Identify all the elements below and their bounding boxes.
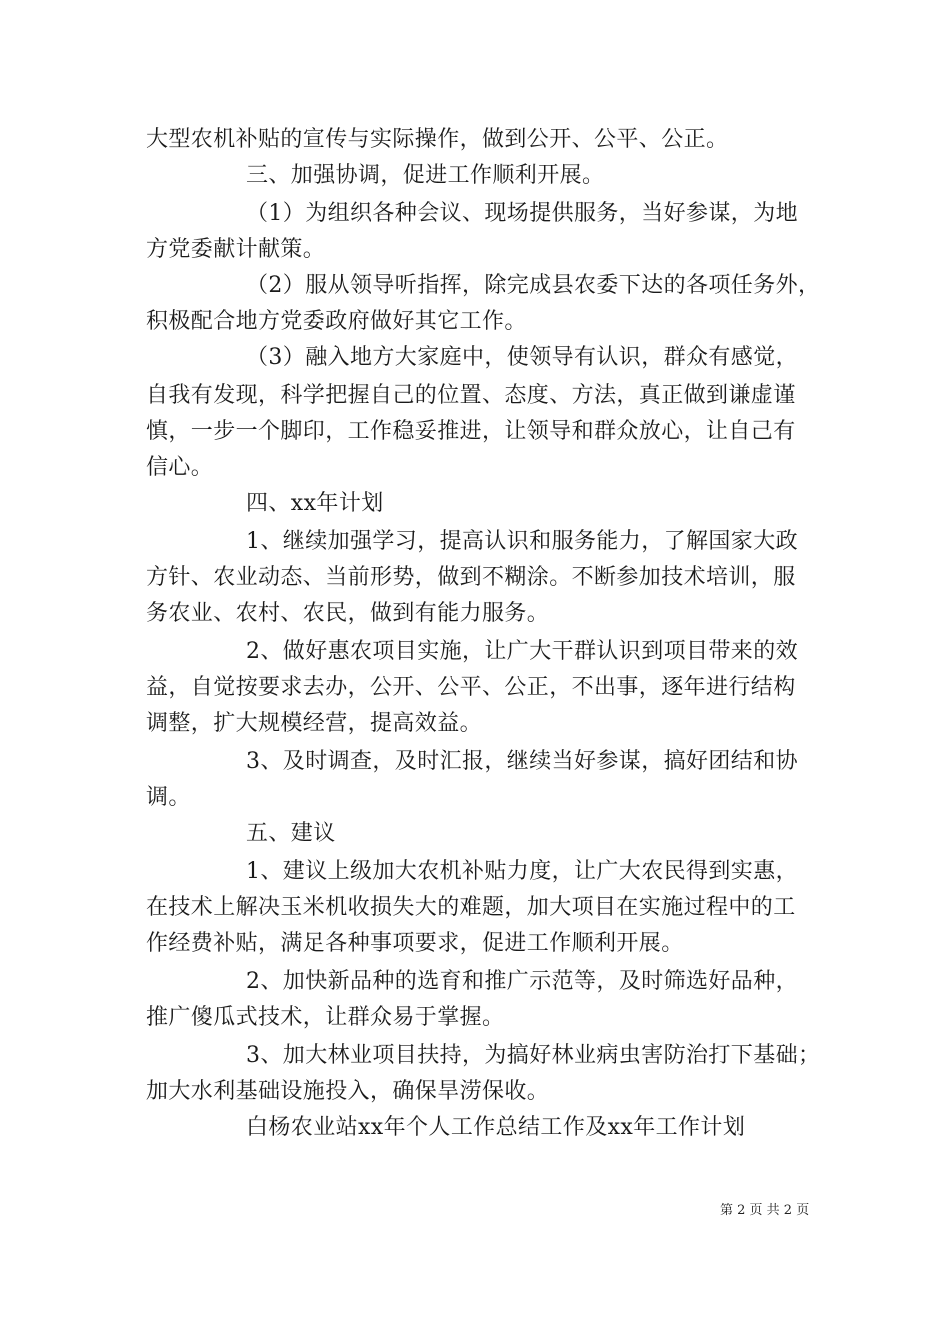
page-number: 第 2 页 共 2 页: [720, 1203, 810, 1218]
section-heading: 三、加强协调，促进工作顺利开展。: [246, 163, 605, 188]
text-line: 在技术上解决玉米机收损失大的难题，加大项目在实施过程中的工: [146, 895, 796, 920]
text-line: 作经费补贴，满足各种事项要求，促进工作顺利开展。: [146, 931, 684, 956]
text-line: 信心。: [146, 455, 214, 480]
text-line: （2）服从领导听指挥，除完成县农委下达的各项任务外，: [246, 273, 821, 298]
text-line: 2、做好惠农项目实施，让广大干群认识到项目带来的效: [246, 639, 798, 664]
text-line: 推广傻瓜式技术，让群众易于掌握。: [146, 1005, 505, 1030]
text-line: 慎，一步一个脚印，工作稳妥推进，让领导和群众放心，让自己有: [146, 419, 796, 444]
text-line: 加大水利基础设施投入，确保旱涝保收。: [146, 1079, 550, 1104]
text-line: 1、建议上级加大农机补贴力度，让广大农民得到实惠，: [246, 859, 798, 884]
text-line: 务农业、农村、农民，做到有能力服务。: [146, 601, 550, 626]
text-line: 大型农机补贴的宣传与实际操作，做到公开、公平、公正。: [146, 127, 729, 152]
text-line: 积极配合地方党委政府做好其它工作。: [146, 309, 527, 334]
section-heading: 五、建议: [246, 821, 336, 846]
text-line: 3、加大林业项目扶持，为搞好林业病虫害防治打下基础；: [246, 1043, 821, 1068]
text-line: 自我有发现，科学把握自己的位置、态度、方法，真正做到谦虚谨: [146, 383, 796, 408]
text-line: 3、及时调查，及时汇报，继续当好参谋，搞好团结和协: [246, 749, 798, 774]
text-line: （1）为组织各种会议、现场提供服务，当好参谋，为地: [246, 201, 798, 226]
document-title-line: 白杨农业站xx年个人工作总结工作及xx年工作计划: [246, 1115, 746, 1140]
text-line: 调整，扩大规模经营，提高效益。: [146, 711, 483, 736]
text-line: 2、加快新品种的选育和推广示范等，及时筛选好品种，: [246, 969, 798, 994]
text-line: （3）融入地方大家庭中，使领导有认识，群众有感觉，: [246, 345, 798, 370]
text-line: 1、继续加强学习，提高认识和服务能力，了解国家大政: [246, 529, 798, 554]
text-line: 方针、农业动态、当前形势，做到不糊涂。不断参加技术培训，服: [146, 565, 796, 590]
text-line: 调。: [146, 785, 191, 810]
text-line: 益，自觉按要求去办，公开、公平、公正，不出事，逐年进行结构: [146, 675, 796, 700]
text-line: 方党委献计献策。: [146, 237, 326, 262]
section-heading: 四、xx年计划: [246, 491, 384, 516]
